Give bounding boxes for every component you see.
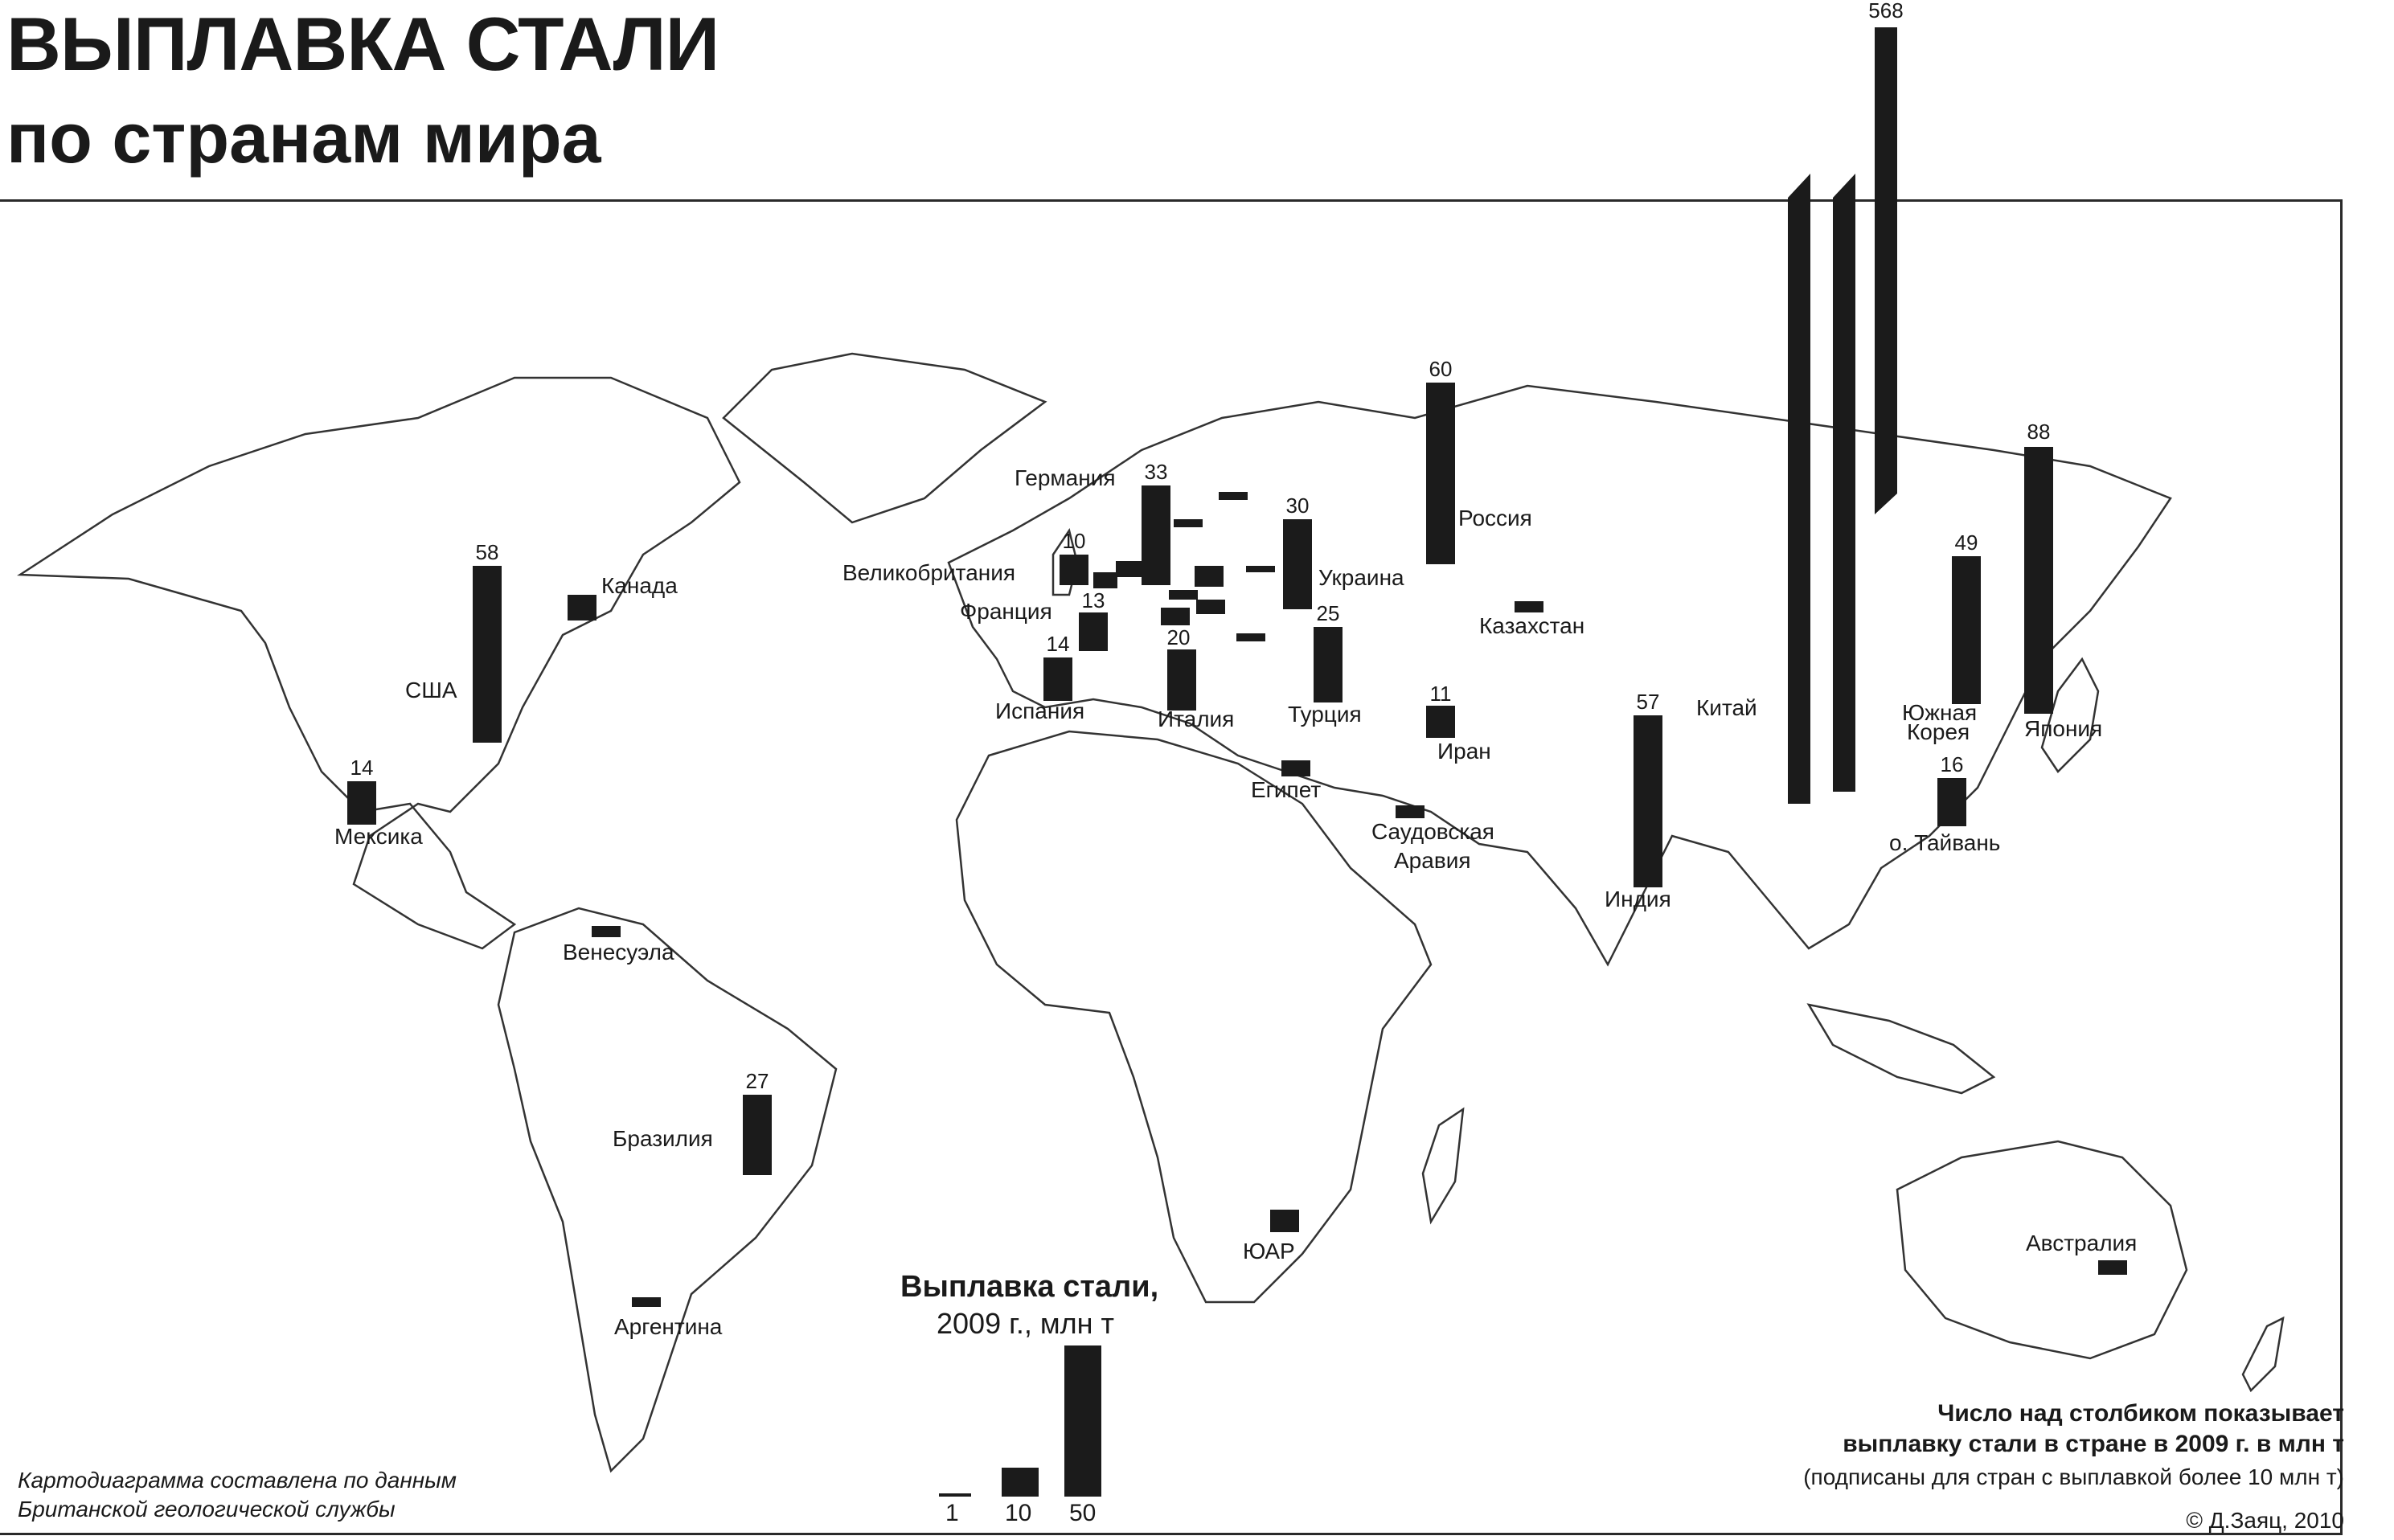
value-china: 568 [1868,0,1904,23]
bar-kazakhstan [1515,601,1543,612]
legend-bar-50 [1064,1345,1101,1497]
label-france: Франция [960,599,1052,624]
label-saudi-2: Аравия [1394,848,1471,873]
note-line-1: Число над столбиком показывает [1937,1400,2344,1427]
bar-europe-b [1093,572,1117,588]
label-south-korea-1: Южная [1902,700,1978,725]
south-america-shape [498,908,836,1471]
bar-taiwan [1937,778,1966,826]
label-saudi-1: Саудовская [1371,819,1494,844]
copyright: © Д.Заяц, 2010 [2186,1508,2344,1533]
bar-europe-e [1196,600,1225,614]
legend-title: Выплавка стали, [900,1270,1159,1304]
value-ukraine: 30 [1285,494,1310,518]
label-spain: Испания [995,698,1085,723]
value-south-korea: 49 [1954,530,1978,555]
label-germany: Германия [1015,465,1116,490]
bar-europe-i [1236,633,1265,641]
label-china: Китай [1696,695,1757,720]
legend-value-10: 10 [1005,1500,1032,1526]
label-turkey: Турция [1288,702,1362,727]
value-iran: 11 [1429,682,1452,706]
label-brazil-text: Бразилия [613,1126,713,1151]
bar-europe-h [1219,492,1248,500]
bar-mexico [347,781,376,825]
label-venezuela: Венесуэла [563,940,674,965]
label-south-africa: ЮАР [1243,1239,1295,1264]
label-mexico: Мексика [334,824,423,849]
map-title: ВЫПЛАВКА СТАЛИ [6,2,719,86]
value-turkey: 25 [1316,601,1340,625]
label-ukraine: Украина [1318,565,1404,590]
bar-india [1634,715,1662,887]
bar-italy [1167,649,1196,711]
value-spain: 14 [1046,632,1070,656]
label-usa: США [405,678,457,702]
bar-europe-a [1116,561,1145,577]
label-kazakhstan: Казахстан [1479,613,1585,638]
bar-turkey [1314,627,1343,702]
legend-value-1: 1 [945,1500,959,1526]
north-america-shape [20,378,740,948]
bar-ukraine [1283,519,1312,609]
bar-japan [2024,447,2053,714]
note-line-3: (подписаны для стран с выплавкой более 10 млн т) [1803,1464,2344,1489]
label-canada: Канада [601,573,678,598]
bar-china-part2 [1833,174,1855,792]
bar-argentina [632,1297,661,1307]
bar-spain [1043,657,1072,701]
legend-bars [939,1345,1101,1497]
indonesia-shape [1809,1005,1994,1093]
value-germany: 33 [1144,460,1168,484]
bar-germany [1142,485,1170,585]
bar-uk [1060,555,1088,585]
source-line-2: Британской геологической службы [18,1497,396,1522]
value-taiwan: 16 [1940,752,1964,776]
value-uk: 10 [1062,529,1086,553]
legend-value-50: 50 [1069,1500,1097,1526]
bar-saudi [1396,805,1425,818]
bar-europe-d [1161,608,1190,625]
bar-venezuela [592,926,621,937]
greenland-shape [724,354,1045,522]
value-russia: 60 [1429,357,1453,381]
bar-china-part3 [1875,27,1897,514]
bar-australia [2098,1260,2127,1275]
value-brazil: 27 [745,1069,769,1093]
new-zealand-shape [2243,1318,2283,1391]
legend-bar-10 [1002,1468,1039,1497]
label-australia: Австралия [2026,1231,2138,1255]
value-usa: 58 [475,540,499,564]
label-india: Индия [1605,887,1671,911]
label-south-korea-2: Корея [1907,719,1970,744]
label-argentina: Аргентина [614,1314,723,1339]
bar-china-part1 [1788,174,1810,804]
value-mexico: 14 [350,756,374,780]
bar-canada [568,595,596,621]
bar-france [1079,612,1108,651]
label-taiwan: о. Тайвань [1889,830,2001,855]
bar-europe-f [1169,590,1198,600]
value-india: 57 [1636,690,1660,714]
value-japan: 88 [2027,420,2051,444]
bar-usa [473,566,502,743]
bar-egypt [1281,760,1310,776]
bar-brazil [743,1095,772,1175]
bar-europe-j [1246,566,1275,572]
bar-europe-g [1174,519,1203,527]
bar-south-korea [1952,556,1981,704]
legend-subtitle: 2009 г., млн т [937,1307,1114,1340]
label-japan: Япония [2024,716,2103,741]
map-subtitle: по странам мира [6,98,601,178]
bar-iran [1426,706,1455,738]
legend-bar-1 [939,1493,971,1497]
bar-europe-c [1195,566,1224,587]
note-line-2: выплавку стали в стране в 2009 г. в млн т [1843,1431,2344,1457]
label-egypt: Египет [1251,777,1322,802]
africa-shape [957,731,1431,1302]
value-france: 13 [1081,588,1105,612]
value-italy: 20 [1166,625,1191,649]
label-uk: Великобритания [842,560,1016,585]
label-iran: Иран [1437,739,1491,764]
label-italy: Италия [1158,707,1235,731]
bar-brazil-small [1270,1210,1299,1232]
source-line-1: Картодиаграмма составлена по данным [18,1468,457,1493]
bar-russia [1426,383,1455,564]
label-russia: Россия [1458,506,1532,530]
madagascar-shape [1423,1109,1463,1222]
